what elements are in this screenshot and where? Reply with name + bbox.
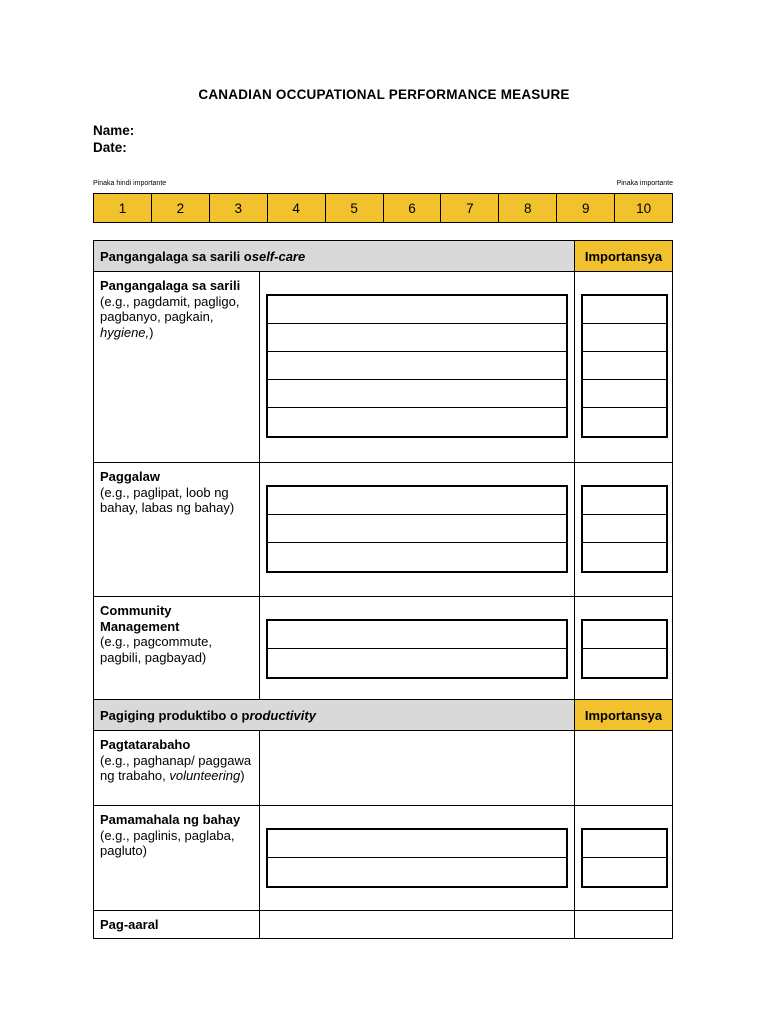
scale-value-1[interactable]: 1 [94,194,152,222]
category-example: (e.g., paglinis, paglaba, pagluto) [100,827,235,858]
importance-input[interactable] [583,487,666,515]
problem-input[interactable] [268,408,566,436]
importance-input[interactable] [583,380,666,408]
problem-cell[interactable] [260,911,575,938]
name-label: Name: [93,123,135,138]
problem-input[interactable] [268,515,566,543]
importance-header: Importansya [575,700,672,730]
importance-cell [575,806,672,910]
scale-left-label: Pinaka hindi importante [93,180,167,187]
section-title [94,700,575,730]
category-name: Pamamahala ng bahay [100,812,241,827]
problem-input[interactable] [268,649,566,677]
importance-input[interactable] [583,515,666,543]
category-name: Pagtatarabaho [100,737,191,752]
importance-input[interactable] [583,543,666,571]
problem-input[interactable] [268,543,566,571]
scale-value-3[interactable]: 3 [210,194,268,222]
category-cell [94,911,260,938]
table-row [94,597,672,700]
category-cell [94,597,260,699]
problem-input[interactable] [268,380,566,408]
problem-entry-boxes [266,619,568,679]
problem-input[interactable] [268,487,566,515]
importance-entry-boxes [581,485,668,573]
scale-value-10[interactable]: 10 [636,200,652,216]
problem-input[interactable] [268,858,566,886]
importance-cell [575,463,672,596]
category-example-end: ) [149,324,154,340]
importance-input[interactable] [583,649,666,677]
problem-cell [260,597,575,699]
category-name: Pangangalaga sa sarili [100,278,241,293]
category-example-italic: hygiene, [100,324,150,340]
problem-input[interactable] [268,296,566,324]
section-title-italic: roductivity [249,707,316,723]
section-header-productivity [94,700,672,731]
category-example: (e.g., paghanap/ paggawa ng trabaho, [100,752,252,783]
scale-value-4[interactable]: 4 [268,194,326,222]
scale-right-label: Pinaka importante [616,180,673,187]
problem-entry-boxes [266,294,568,438]
category-cell [94,272,260,462]
section-title-italic: self-care [251,248,306,264]
importance-input[interactable] [583,296,666,324]
problem-input[interactable] [268,621,566,649]
importance-cell[interactable] [575,731,672,805]
importance-input[interactable] [583,352,666,380]
scale-value-2[interactable]: 2 [152,194,210,222]
importance-entry-boxes [581,828,668,888]
importance-entry-boxes [581,619,668,679]
importance-header: Importansya [575,241,672,271]
table-row [94,911,672,938]
scale-value-6[interactable]: 6 [384,194,442,222]
category-name: Paggalaw [100,469,160,484]
section-title-text: Pangangalaga sa sarili o [100,248,252,264]
problem-cell[interactable] [260,731,575,805]
problem-entry-boxes [266,485,568,573]
importance-input[interactable] [583,408,666,436]
date-label: Date: [93,140,127,155]
category-example: (e.g., pagcommute, pagbili, pagbayad) [100,634,212,665]
category-name: Pag-aaral [100,917,159,932]
category-cell [94,731,260,805]
importance-cell [575,272,672,462]
category-example-italic: volunteering [169,768,241,783]
table-row [94,272,672,463]
table-row [94,463,672,597]
importance-scale [93,193,673,223]
problem-entry-boxes [266,828,568,888]
importance-input[interactable] [583,858,666,886]
problem-cell [260,463,575,596]
importance-input[interactable] [583,621,666,649]
problem-input[interactable] [268,324,566,352]
importance-cell [575,597,672,699]
scale-value-7[interactable]: 7 [441,194,499,222]
problem-input[interactable] [268,352,566,380]
scale-value-9[interactable]: 9 [557,194,615,222]
problem-cell [260,806,575,910]
category-example-end: ) [240,768,245,783]
section-title [94,241,575,271]
problem-cell [260,272,575,462]
table-row [94,731,672,806]
importance-entry-boxes [581,294,668,438]
importance-input[interactable] [583,830,666,858]
category-cell [94,806,260,910]
page-title: CANADIAN OCCUPATIONAL PERFORMANCE MEASURE [198,87,570,102]
category-example: (e.g., pagdamit, pagligo, pagbanyo, pagkain, [100,293,240,324]
category-cell [94,463,260,596]
assessment-table [93,240,673,939]
category-name: Community Management [100,603,180,634]
section-header-self-care [94,241,672,272]
importance-input[interactable] [583,324,666,352]
category-example: (e.g., paglipat, loob ng bahay, labas ng bahay) [100,484,235,515]
scale-value-8[interactable]: 8 [499,194,557,222]
problem-input[interactable] [268,830,566,858]
scale-value-5[interactable]: 5 [326,194,384,222]
section-title-text: Pagiging produktibo o p [100,707,250,723]
importance-cell[interactable] [575,911,672,938]
table-row [94,806,672,911]
